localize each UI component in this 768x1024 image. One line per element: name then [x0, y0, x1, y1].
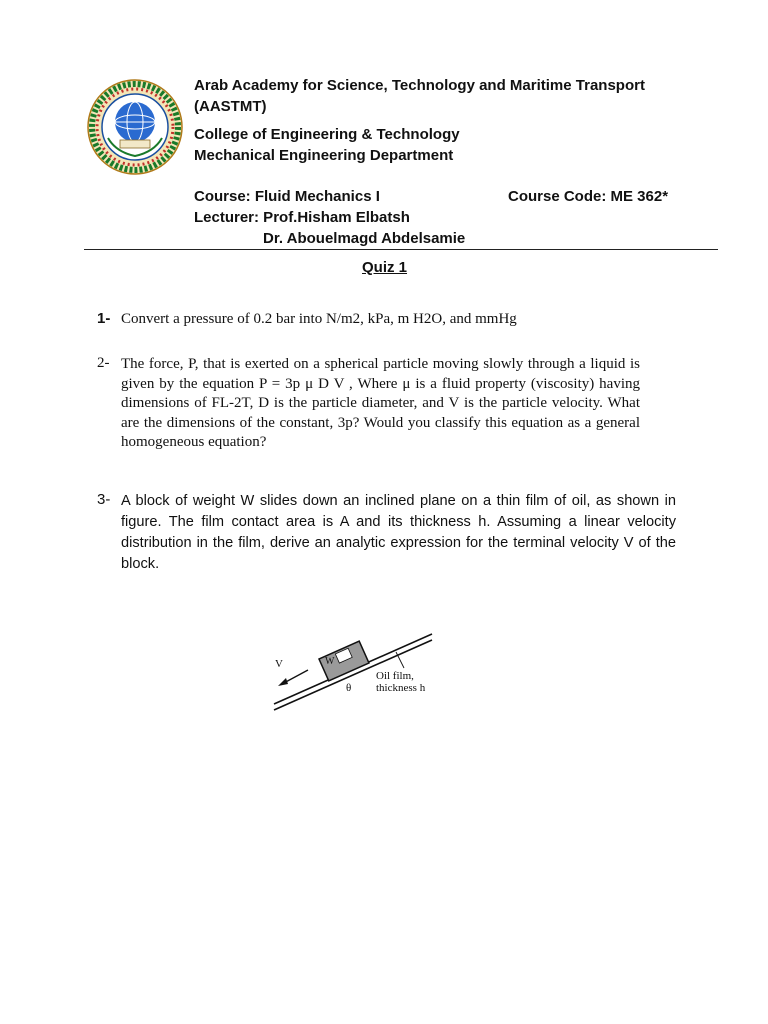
question-3-number: 3-: [97, 491, 111, 508]
header-divider: [84, 249, 718, 250]
question-3-text: A block of weight W slides down an inclined plane on a thin film of oil, as shown in figure. The film contact area is A and its thickness h. Assuming a linear velocity distribution in the film, derive an analytic expression for the terminal velocity V of the block.: [121, 493, 676, 572]
course-name: Course: Fluid Mechanics I: [194, 188, 380, 205]
film-label-line1: Oil film,: [376, 670, 414, 682]
aastmt-logo: [86, 78, 184, 176]
block-label: W: [325, 656, 335, 667]
angle-label: θ: [346, 682, 352, 694]
institution-name-line1: Arab Academy for Science, Technology and Maritime Transport: [194, 77, 645, 94]
question-1-text: Convert a pressure of 0.2 bar into N/m2, kPa, m H2O, and mmHg: [121, 311, 517, 327]
velocity-label: V: [275, 658, 283, 670]
institution-name-line2: (AASTMT): [194, 98, 267, 115]
lecturer-name: Lecturer: Prof.Hisham Elbatsh: [194, 209, 410, 226]
question-1-number: 1-: [97, 310, 111, 327]
college-name: College of Engineering & Technology: [194, 126, 460, 143]
inclined-plane-figure: [272, 628, 434, 712]
question-2-text: The force, P, that is exerted on a spherical particle moving slowly through a liquid is given by the equation P = 3p μ D V , Where μ is a fluid property (viscosity) having dimensions of FL-2T, D is the particle diameter, and V is the particle velocity. What are the dimensions of the constant, 3p? Would you classify this equation as a general homogeneous equation?: [121, 356, 640, 450]
film-label-line2: thickness h: [376, 682, 426, 694]
quiz-title: Quiz 1: [362, 259, 408, 276]
course-code: Course Code: ME 362*: [508, 188, 669, 205]
department-name: Mechanical Engineering Department: [194, 147, 454, 164]
question-2-number: 2-: [97, 355, 110, 371]
velocity-arrow-head: [278, 678, 288, 686]
lecturer-name-2: Dr. Abouelmagd Abdelsamie: [263, 230, 466, 247]
